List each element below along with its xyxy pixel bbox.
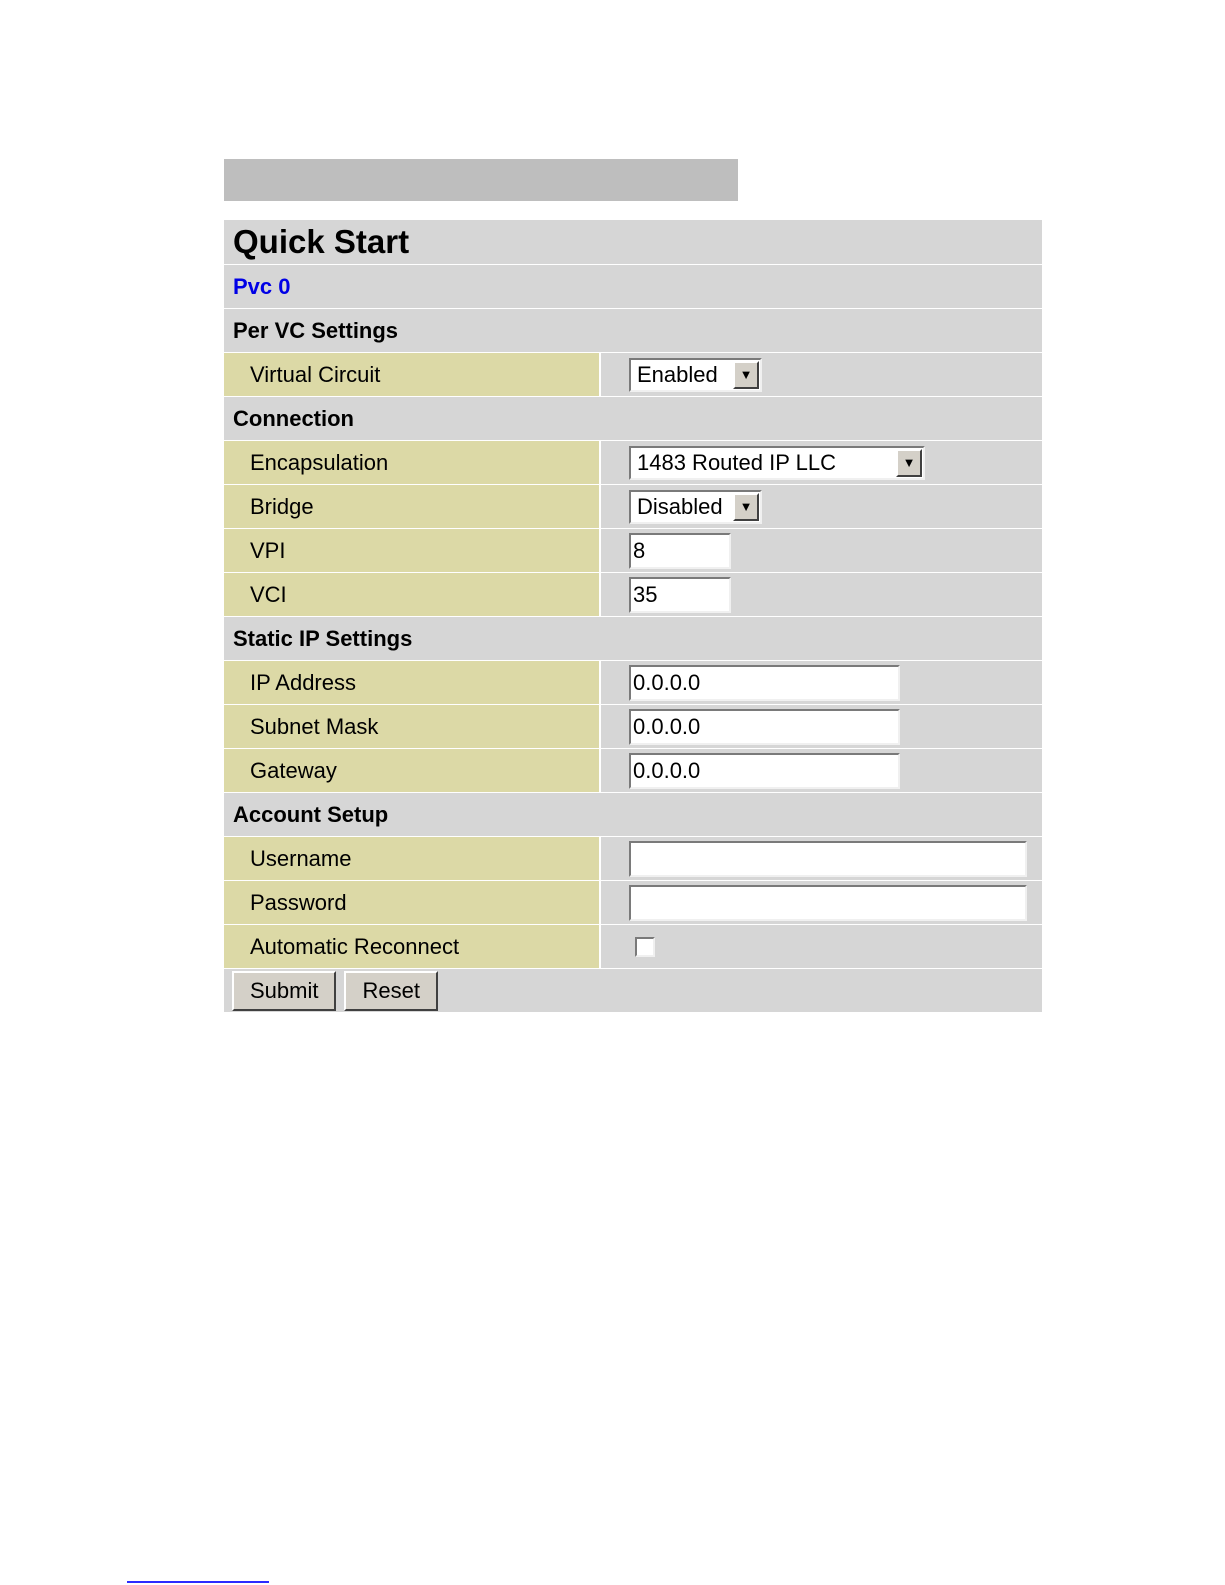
encapsulation-select[interactable] — [629, 446, 925, 480]
password-input[interactable] — [629, 885, 1027, 921]
auto-reconnect-checkbox[interactable] — [635, 937, 655, 957]
row-bridge — [224, 485, 1042, 528]
ip-address-label: IP Address — [224, 661, 599, 704]
pvc-row — [224, 265, 1042, 308]
row-vpi — [224, 529, 1042, 572]
username-label: Username — [224, 837, 599, 880]
vpi-label: VPI — [224, 529, 599, 572]
gateway-label: Gateway — [224, 749, 599, 792]
section-per-vc — [224, 309, 1042, 352]
virtual-circuit-label: Virtual Circuit — [224, 353, 599, 396]
ip-address-input[interactable] — [629, 665, 900, 701]
bridge-select[interactable] — [629, 490, 762, 524]
row-subnet-mask — [224, 705, 1042, 748]
vci-input[interactable] — [629, 577, 731, 613]
gateway-input[interactable] — [629, 753, 900, 789]
chevron-down-icon[interactable]: ▼ — [733, 361, 759, 389]
row-auto-reconnect — [224, 925, 1042, 968]
subnet-mask-label: Subnet Mask — [224, 705, 599, 748]
page-title: Quick Start — [233, 223, 410, 260]
pvc-label: Pvc 0 — [233, 273, 291, 299]
title-row — [224, 220, 1042, 264]
vpi-input[interactable] — [629, 533, 731, 569]
row-virtual-circuit — [224, 353, 1042, 396]
section-static-ip — [224, 617, 1042, 660]
row-encapsulation — [224, 441, 1042, 484]
chevron-down-icon[interactable]: ▼ — [733, 493, 759, 521]
submit-button[interactable]: Submit — [232, 971, 336, 1011]
quick-start-panel — [224, 220, 1042, 1013]
virtual-circuit-selected: Enabled — [637, 361, 718, 387]
button-row — [224, 969, 1042, 1012]
row-vci — [224, 573, 1042, 616]
row-ip-address — [224, 661, 1042, 704]
section-account — [224, 793, 1042, 836]
section-title: Account Setup — [233, 801, 389, 827]
encapsulation-label: Encapsulation — [224, 441, 599, 484]
reset-button[interactable]: Reset — [344, 971, 437, 1011]
virtual-circuit-select[interactable] — [629, 358, 762, 392]
section-title: Connection — [233, 405, 354, 431]
chevron-down-icon[interactable]: ▼ — [896, 449, 922, 477]
section-title: Static IP Settings — [233, 625, 413, 651]
section-connection — [224, 397, 1042, 440]
section-title: Per VC Settings — [233, 317, 399, 343]
row-password — [224, 881, 1042, 924]
password-label: Password — [224, 881, 599, 924]
username-input[interactable] — [629, 841, 1027, 877]
row-username — [224, 837, 1042, 880]
row-gateway — [224, 749, 1042, 792]
bridge-label: Bridge — [224, 485, 599, 528]
vci-label: VCI — [224, 573, 599, 616]
top-banner-bar — [224, 159, 738, 201]
footer-link-underline — [127, 1581, 269, 1583]
auto-reconnect-label: Automatic Reconnect — [224, 925, 599, 968]
encapsulation-selected: 1483 Routed IP LLC — [637, 449, 836, 475]
bridge-selected: Disabled — [637, 493, 723, 519]
subnet-mask-input[interactable] — [629, 709, 900, 745]
